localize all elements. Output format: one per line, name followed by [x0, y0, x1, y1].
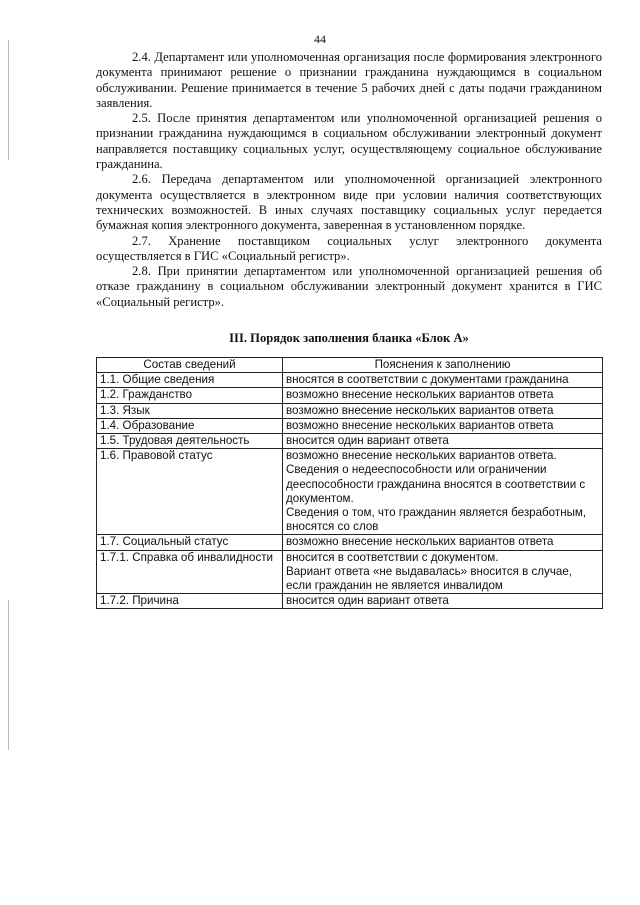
note-line: возможно внесение нескольких вариантов ответа: [286, 535, 554, 549]
note-line: возможно внесение нескольких вариантов ответа: [286, 403, 554, 417]
row-item: 1.2. Гражданство: [97, 388, 283, 403]
table-row: [97, 434, 603, 449]
row-notes: [283, 550, 603, 594]
note-line: вносится в соответствии с документом.: [286, 550, 499, 564]
row-notes: [283, 388, 603, 403]
paragraph-2-8: 2.8. При принятии департаментом или уполномоченной организацией решения об отказе гражданину в социальном обслуживании электронный документ хранится в ГИС «Социальный регистр».: [96, 264, 602, 309]
note-line: возможно внесение нескольких вариантов ответа.: [286, 449, 557, 463]
paragraph-2-5: 2.5. После принятия департаментом или уполномоченной организацией решения о признании гражданина нуждающимся в социальном обслуживании электронный документ направляется поставщику социальных услуг, осуществляющему социальное обслуживание гражданина.: [96, 111, 602, 172]
row-item: 1.5. Трудовая деятельность: [97, 434, 283, 449]
table-header-row: [97, 358, 603, 373]
row-notes: [283, 535, 603, 550]
section-heading: III. Порядок заполнения бланка «Блок А»: [229, 331, 469, 345]
column-header-notes: Пояснения к заполнению: [283, 358, 603, 373]
row-item: 1.7.2. Причина: [97, 594, 283, 609]
row-notes: [283, 373, 603, 388]
note-line: вносится один вариант ответа: [286, 594, 449, 608]
body-text: [96, 50, 602, 310]
row-item: 1.7. Социальный статус: [97, 535, 283, 550]
table-row: [97, 535, 603, 550]
paragraph-2-6: 2.6. Передача департаментом или уполномоченной организацией электронного документа осуществляется в электронном виде при условии наличия соответствующих технических возможностей. В иных случаях поставщику социальных услуг передается бумажная копия электронного документа, заверенная в установленном порядке.: [96, 172, 602, 233]
scan-edge-mark: [8, 600, 9, 750]
row-item: 1.7.1. Справка об инвалидности: [97, 550, 283, 594]
table-row: [97, 403, 603, 418]
column-header-content: Состав сведений: [97, 358, 283, 373]
row-notes: [283, 434, 603, 449]
note-line: возможно внесение нескольких вариантов ответа: [286, 388, 554, 402]
note-line: вносится один вариант ответа: [286, 434, 449, 448]
row-notes: [283, 403, 603, 418]
paragraph-2-7: 2.7. Хранение поставщиком социальных услуг электронного документа осуществляется в ГИС «Социальный регистр».: [96, 233, 602, 263]
row-notes: [283, 418, 603, 433]
row-notes: [283, 594, 603, 609]
row-item: 1.4. Образование: [97, 418, 283, 433]
table-row: [97, 594, 603, 609]
note-line: Вариант ответа «не выдавалась» вносится в случае, если гражданин не является инвалидом: [286, 564, 573, 593]
scan-edge-mark: [8, 40, 9, 160]
table-row: [97, 550, 603, 594]
table-row: [97, 373, 603, 388]
note-line: Сведения о том, что гражданин является безработным, вносятся со слов: [286, 506, 587, 534]
row-notes: [283, 449, 603, 535]
table-row: [97, 388, 603, 403]
table-row: [97, 449, 603, 535]
note-line: вносятся в соответствии с документами гражданина: [286, 373, 569, 387]
note-line: возможно внесение нескольких вариантов ответа: [286, 418, 554, 432]
row-item: 1.6. Правовой статус: [97, 449, 283, 535]
paragraph-2-4: 2.4. Департамент или уполномоченная организация после формирования электронного документа принимают решение о признании гражданина нуждающимся в социальном обслуживании. Решение принимается в течение 5 рабочих дней с даты подачи гражданином заявления.: [96, 50, 602, 110]
row-item: 1.1. Общие сведения: [97, 373, 283, 388]
page-number: 44: [314, 32, 326, 46]
form-fill-table: [96, 357, 603, 609]
row-item: 1.3. Язык: [97, 403, 283, 418]
note-line: Сведения о недееспособности или ограничении дееспособности гражданина вносятся в соответствии с документом.: [286, 463, 586, 505]
table-row: [97, 418, 603, 433]
